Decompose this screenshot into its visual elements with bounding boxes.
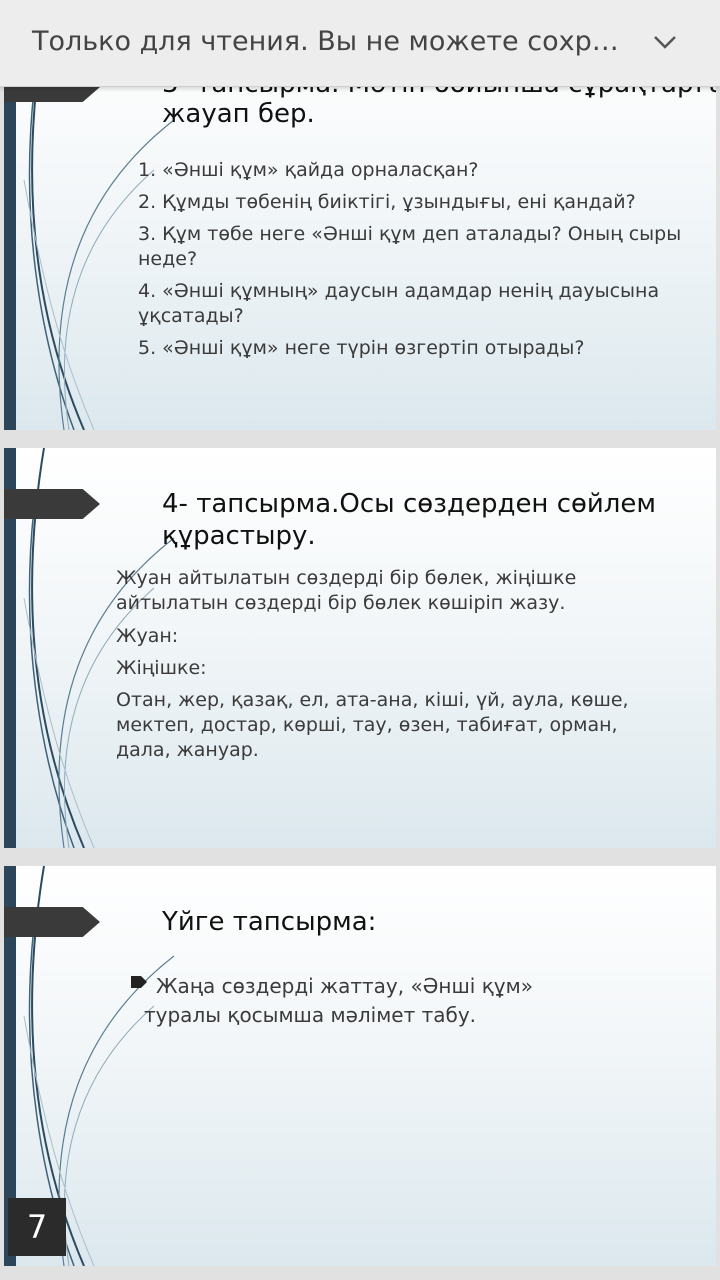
question-item: 1. «Әнші құм» қайда орналасқан? bbox=[138, 159, 479, 181]
page-number: 7 bbox=[8, 1198, 66, 1256]
slide-title: Үйге тапсырма: bbox=[162, 907, 377, 937]
chevron-down-icon[interactable] bbox=[652, 32, 678, 52]
word-list: Отан, жер, қазақ, ел, ата-ана, кіші, үй, аула, көше, мектеп, достар, көрші, тау, өзен, табиғат, орман, дала, жануар. bbox=[116, 689, 629, 761]
question-item: 3. Құм төбе неге «Әнші құм деп аталады? Оның сыры неде? bbox=[138, 223, 682, 270]
slide-title: 4- тапсырма.Осы сөздерден сөйлем құрастыру. bbox=[162, 489, 657, 551]
slide-5[interactable] bbox=[4, 866, 716, 1266]
readonly-notification-bar[interactable] bbox=[0, 0, 720, 87]
title-arrow bbox=[4, 907, 100, 937]
slide-3[interactable] bbox=[4, 30, 716, 430]
homework-text: Жаңа сөздерді жаттау, «Әнші құм» туралы қосымша мәлімет табу. bbox=[144, 974, 533, 1027]
readonly-message: Только для чтения. Вы не можете сохр… bbox=[32, 26, 619, 57]
label-hard: Жуан: bbox=[116, 625, 179, 647]
question-item: 4. «Әнші құмның» даусын адамдар ненің дауысына ұқсатады? bbox=[138, 280, 660, 327]
question-item: 5. «Әнші құм» неге түрін өзгертіп отырады? bbox=[138, 337, 585, 359]
question-list bbox=[138, 158, 698, 368]
slide-4[interactable] bbox=[4, 448, 716, 848]
slide-title: жауап бер. bbox=[162, 99, 315, 129]
instruction-text: Жуан айтылатын сөздерді бір бөлек, жіңішке айтылатын сөздерді бір бөлек көшіріп жазу. bbox=[116, 567, 577, 614]
title-arrow bbox=[4, 489, 100, 519]
label-soft: Жіңішке: bbox=[116, 657, 207, 679]
question-item: 2. Құмды төбенің биіктігі, ұзындығы, ені қандай? bbox=[138, 191, 636, 213]
